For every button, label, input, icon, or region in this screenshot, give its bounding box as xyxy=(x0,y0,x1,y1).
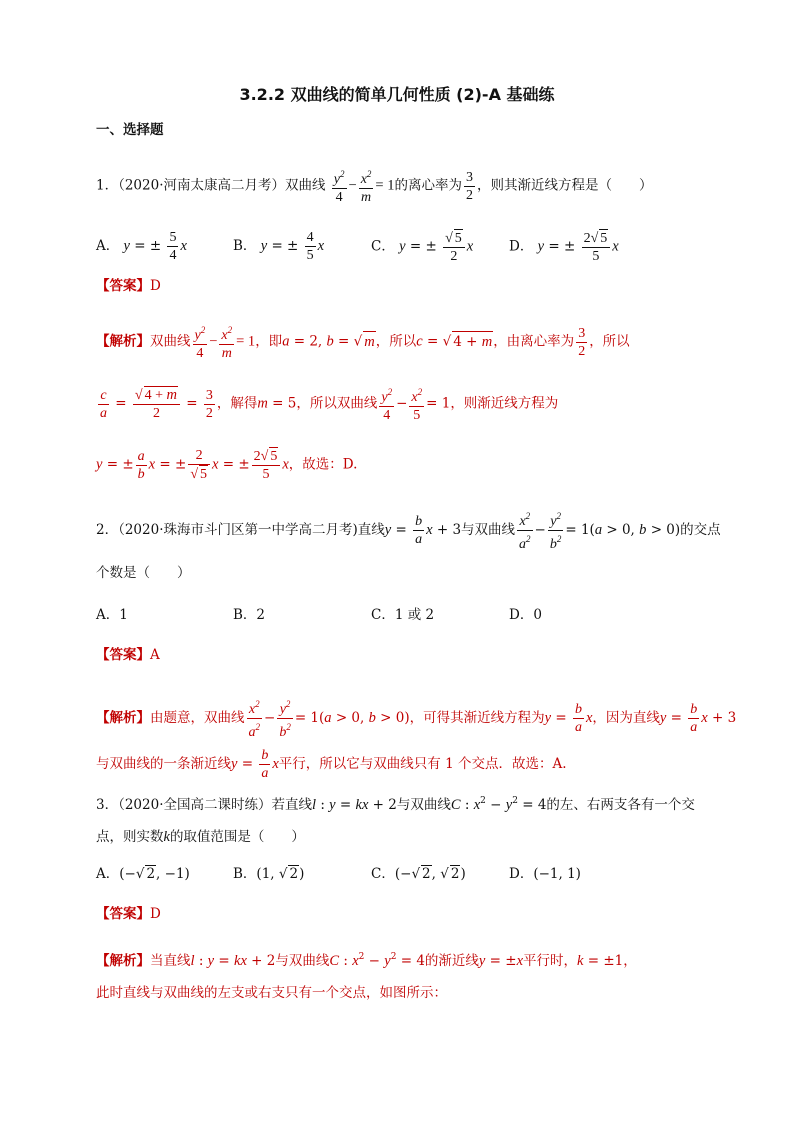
q2-analysis-line-1: 【解析】由题意，双曲线 $\frac{x^2}{a^2}$ − $\frac{y^2}{b^2}$ = 1(a > 0, b > 0)，可得其渐近线方程为y = $\frac{b}{a}$ x，因为直线y = $\frac{b}{a}$ x + 3 xyxy=(96,696,736,741)
q1-analysis-line-1: 【解析】双曲线 $\frac{y^2}{4}$ − $\frac{x^2}{m}$ = 1，即a = 2, b = √ m，所以c = √ 4 + m，由离心率为 $\frac{3}{2}$ ，所以 xyxy=(96,322,630,362)
question-2-cont: 个数是（ ） xyxy=(96,565,191,581)
q1-analysis-line-2: $\frac{c}{a}$ = $\frac{√ 4 + m}{2}$ = $\frac{3}{2}$ ，解得m = 5，所以双曲线 $\frac{y^2}{4}$ − $\frac{x^2}{5}$ = 1，则渐近线方程为 xyxy=(96,384,558,424)
q1-number: 1． xyxy=(96,177,119,194)
q3-option-a[interactable]: A．(−√ 2, −1) xyxy=(96,866,190,882)
formula: $\frac{x^2}{m}$ xyxy=(359,166,374,206)
q1-analysis-line-3: y = ± $\frac{a}{b}$ x = ± $\frac{2}{√ 5}$ x = ± $\frac{2√ 5}{5}$ x，故选：D. xyxy=(96,448,358,482)
question-2: 2．（2020·珠海市斗门区第一中学高二月考)直线y = $\frac{b}{a}$ x + 3与双曲线 $\frac{x^2}{a^2}$ − $\frac{y^2}{b^2}$ = 1(a > 0, b > 0)的交点 xyxy=(96,508,721,553)
q1-option-b[interactable]: B． y = ± $\frac{4}{5}$ x xyxy=(233,230,325,263)
q3-option-c[interactable]: C．(−√ 2, √ 2) xyxy=(371,866,466,882)
q3-option-d[interactable]: D．(−1, 1) xyxy=(509,866,581,882)
question-3-cont: 点，则实数k的取值范围是（ ） xyxy=(96,829,305,845)
section-heading: 一、选择题 xyxy=(96,122,164,138)
q1-option-a[interactable]: A． y = ± $\frac{5}{4}$ x xyxy=(96,230,187,263)
question-3: 3．（2020·全国高二课时练）若直线l : y = kx + 2与双曲线C : $x^2 - y^2 = 4$的左、右两支各有一个交 xyxy=(96,796,695,813)
q2-option-b[interactable]: B．2 xyxy=(233,607,266,623)
q1-option-d[interactable]: D． y = ± $\frac{2√ 5}{5}$ x xyxy=(509,231,619,264)
formula: $\frac{y^2}{4}$ xyxy=(332,166,347,206)
q1-answer: 【答案】D xyxy=(96,278,161,294)
q3-option-b[interactable]: B．(1, √ 2) xyxy=(233,866,305,882)
q2-option-c[interactable]: C．1 或 2 xyxy=(371,607,435,623)
q3-analysis-line-1: 【解析】当直线l : y = kx + 2与双曲线C : $x^2 - y^2 = 4$的渐近线y = ±x平行时，k = ±1， xyxy=(96,952,637,969)
q1-source: （2020·河南太康高二月考） xyxy=(118,177,285,194)
formula: $\frac{3}{2}$ xyxy=(465,169,473,203)
q1-option-c[interactable]: C． y = ± $\frac{√ 5}{2}$ x xyxy=(371,231,474,264)
q3-answer: 【答案】D xyxy=(96,906,161,922)
question-1: 1．（2020·河南太康高二月考）双曲线 $\frac{y^2}{4}$ − $\frac{x^2}{m}$ = 1的离心率为 $\frac{3}{2}$ ，则其渐近线方程是（ ） xyxy=(96,166,652,206)
q2-option-d[interactable]: D．0 xyxy=(509,607,542,623)
q2-analysis-line-2: 与双曲线的一条渐近线y = $\frac{b}{a}$ x平行，所以它与双曲线只有 1 个交点．故选：A. xyxy=(96,748,567,781)
q3-analysis-line-2: 此时直线与双曲线的左支或右支只有一个交点，如图所示： xyxy=(96,985,447,1001)
q2-answer: 【答案】A xyxy=(96,647,160,663)
page-title: 3.2.2 双曲线的简单几何性质 (2)-A 基础练 xyxy=(239,85,555,104)
q2-option-a[interactable]: A．1 xyxy=(96,607,128,623)
